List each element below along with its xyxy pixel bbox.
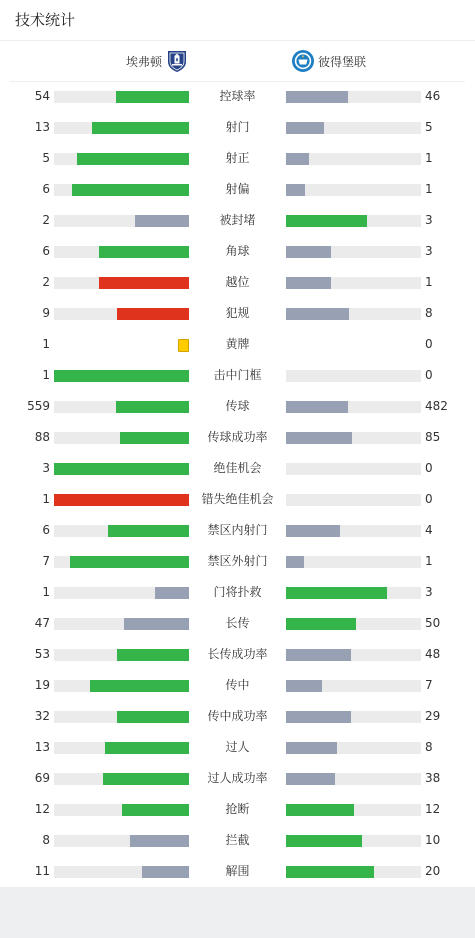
home-stat-bar [54,494,189,506]
peterborough-crest-icon [291,49,315,73]
away-stat-value: 12 [425,802,441,816]
home-stat-value: 54 [34,89,50,103]
away-stat-value: 3 [425,213,433,227]
stat-label: 禁区内射门 [207,523,268,537]
away-stat-value: 46 [425,89,441,103]
stat-label: 绝佳机会 [213,461,262,475]
away-stat-bar [286,866,374,878]
page-title: 技术统计 [15,11,76,29]
stats-list [0,81,475,887]
home-stat-bar-track [54,246,189,258]
away-stat-bar-track [286,835,421,847]
home-stat-value: 32 [34,709,50,723]
stat-row [0,112,475,143]
away-stat-value: 1 [425,275,433,289]
home-stat-bar-track [54,587,189,599]
away-stat-bar-track [286,618,421,630]
away-stat-value: 29 [425,709,441,723]
stat-label: 射偏 [225,182,250,196]
home-stat-bar [116,401,189,413]
away-stat-bar-track [286,91,421,103]
stat-row [0,763,475,794]
home-stat-bar-track [54,153,189,165]
home-stat-value: 53 [34,647,50,661]
home-stat-bar [99,277,189,289]
away-stat-bar-track [286,804,421,816]
everton-crest-icon [165,49,189,73]
stat-label: 越位 [225,275,250,289]
home-stat-value: 2 [42,213,50,227]
home-stat-bar-track [54,835,189,847]
away-stat-value: 38 [425,771,441,785]
stat-row [0,453,475,484]
home-stat-bar-track [54,215,189,227]
away-stat-bar-track [286,556,421,568]
stat-row [0,546,475,577]
away-stat-bar [286,711,351,723]
stat-label: 解围 [225,864,250,878]
away-stat-value: 0 [425,368,433,382]
home-stat-bar [116,91,189,103]
stat-row [0,701,475,732]
away-stat-value: 1 [425,554,433,568]
away-stat-bar [286,277,331,289]
home-stat-bar-track [54,618,189,630]
home-stat-bar-track [54,494,189,506]
stat-row [0,267,475,298]
home-stat-bar [117,711,189,723]
away-stat-bar-track [286,742,421,754]
away-stat-value: 8 [425,306,433,320]
stat-label: 传中 [225,678,250,692]
away-stat-value: 0 [425,337,433,351]
stat-label: 射门 [225,120,250,134]
stat-label: 犯规 [225,306,250,320]
home-stat-bar-track [54,680,189,692]
home-stat-bar [54,370,189,382]
away-stat-bar-track [286,680,421,692]
home-stat-bar-track [54,556,189,568]
stat-row [0,515,475,546]
away-stat-bar-track [286,525,421,537]
home-stat-value: 69 [34,771,50,785]
home-stat-value: 1 [42,585,50,599]
home-stat-bar [130,835,189,847]
stat-label: 击中门框 [213,368,262,382]
home-stat-value: 19 [34,678,50,692]
away-stat-value: 50 [425,616,441,630]
stat-label: 角球 [225,244,250,258]
away-stat-bar-track [286,587,421,599]
home-stat-value: 13 [34,740,50,754]
away-stat-value: 1 [425,151,433,165]
home-stat-bar [135,215,189,227]
stat-row [0,298,475,329]
home-stat-value: 1 [42,337,50,351]
away-stat-bar-track [286,308,421,320]
away-stat-bar [286,525,340,537]
stat-label: 门将扑救 [213,585,262,599]
away-stat-bar [286,649,351,661]
stat-row [0,422,475,453]
home-stat-value: 12 [34,802,50,816]
home-stat-bar [117,308,189,320]
home-stat-bar [120,432,189,444]
away-stat-bar [286,122,324,134]
stat-label: 长传 [225,616,250,630]
home-stat-bar-track [54,401,189,413]
away-stat-value: 10 [425,833,441,847]
away-stat-value: 85 [425,430,441,444]
divider [0,40,475,41]
stat-label: 传中成功率 [207,709,268,723]
away-stat-value: 4 [425,523,433,537]
away-stat-value: 8 [425,740,433,754]
home-stat-value: 88 [34,430,50,444]
home-stat-value: 9 [42,306,50,320]
home-stat-value: 11 [34,864,50,878]
stat-row [0,639,475,670]
home-stat-bar-track [54,184,189,196]
away-team-name: 彼得堡联 [318,54,367,69]
home-stat-bar [108,525,189,537]
home-stat-value: 1 [42,368,50,382]
away-stat-bar [286,835,362,847]
home-stat-bar [105,742,189,754]
away-stat-bar [286,680,322,692]
stat-label: 长传成功率 [207,647,268,661]
home-stat-bar [142,866,189,878]
home-stat-value: 6 [42,244,50,258]
away-stat-bar-track [286,370,421,382]
home-stat-bar [117,649,189,661]
home-team-name: 埃弗顿 [125,54,162,69]
away-stat-value: 1 [425,182,433,196]
stat-label: 控球率 [219,89,256,103]
home-stat-bar-track [54,711,189,723]
stat-row [0,329,475,360]
home-stat-value: 47 [34,616,50,630]
stat-row [0,236,475,267]
home-stat-bar-track [54,463,189,475]
away-stat-bar-track [286,649,421,661]
away-stat-bar [286,184,305,196]
home-stat-bar-track [54,866,189,878]
home-stat-bar [99,246,189,258]
away-team[interactable] [291,48,366,74]
away-stat-bar [286,804,354,816]
away-stat-bar-track [286,122,421,134]
home-stat-value: 559 [27,399,50,413]
away-stat-bar [286,432,352,444]
away-stat-value: 482 [425,399,448,413]
home-stat-bar [92,122,189,134]
away-stat-bar [286,587,387,599]
away-stat-bar [286,556,304,568]
away-stat-bar-track [286,401,421,413]
home-stat-bar-track [54,742,189,754]
away-stat-bar-track [286,432,421,444]
home-stat-bar-track [54,277,189,289]
home-stat-value: 5 [42,151,50,165]
home-stat-bar [103,773,189,785]
stat-row [0,81,475,112]
stat-row [0,794,475,825]
stat-label: 黄牌 [225,337,250,351]
stat-label: 禁区外射门 [207,554,268,568]
away-stat-bar-track [286,711,421,723]
home-stat-bar-track [54,308,189,320]
away-stat-value: 5 [425,120,433,134]
home-stat-value: 13 [34,120,50,134]
home-stat-bar-track [54,649,189,661]
home-stat-bar [122,804,190,816]
away-stat-bar [286,773,335,785]
away-stat-bar-track [286,184,421,196]
home-stat-bar-track [54,432,189,444]
stat-row [0,143,475,174]
stat-label: 抢断 [225,802,250,816]
stat-row [0,360,475,391]
away-stat-bar-track [286,463,421,475]
away-stat-value: 48 [425,647,441,661]
stat-label: 传球成功率 [207,430,268,444]
stat-label: 射正 [225,151,250,165]
home-stat-bar-track [54,122,189,134]
home-stat-bar-track [54,773,189,785]
stat-label: 传球 [225,399,250,413]
home-stat-bar-track [54,525,189,537]
page-footer-background [0,887,475,938]
away-stat-bar-track [286,866,421,878]
away-stat-value: 0 [425,492,433,506]
away-stat-bar-track [286,153,421,165]
away-stat-bar-track [286,494,421,506]
home-stat-bar-track [54,804,189,816]
away-stat-bar-track [286,215,421,227]
yellow-card-icon [178,339,189,352]
home-stat-value: 8 [42,833,50,847]
stat-label: 拦截 [225,833,250,847]
home-stat-bar [124,618,189,630]
stat-row [0,608,475,639]
home-stat-bar [155,587,189,599]
stat-label: 过人 [225,740,250,754]
stat-label: 错失绝佳机会 [201,492,274,506]
home-stat-bar [70,556,189,568]
home-stat-bar-track [54,370,189,382]
away-stat-bar-track [286,246,421,258]
stat-row [0,856,475,887]
away-stat-bar [286,246,331,258]
home-stat-bar [77,153,189,165]
home-stat-bar [72,184,189,196]
stat-label: 被封堵 [219,213,256,227]
home-stat-value: 7 [42,554,50,568]
home-team[interactable] [126,48,189,74]
stat-row [0,484,475,515]
home-stat-value: 1 [42,492,50,506]
stat-row [0,825,475,856]
away-stat-bar [286,215,367,227]
stat-row [0,732,475,763]
away-stat-bar-track [286,277,421,289]
stat-row [0,670,475,701]
stat-row [0,391,475,422]
away-stat-bar [286,742,337,754]
home-stat-value: 3 [42,461,50,475]
away-stat-bar [286,153,309,165]
away-stat-value: 3 [425,244,433,258]
away-stat-value: 7 [425,678,433,692]
home-stat-bar [90,680,189,692]
away-stat-value: 3 [425,585,433,599]
stat-row [0,174,475,205]
away-stat-bar [286,401,348,413]
stat-row [0,577,475,608]
home-stat-value: 6 [42,523,50,537]
home-stat-value: 2 [42,275,50,289]
stat-row [0,205,475,236]
home-stat-bar-track [54,91,189,103]
away-stat-bar-track [286,773,421,785]
away-stat-bar [286,308,349,320]
stat-label: 过人成功率 [207,771,268,785]
away-stat-value: 20 [425,864,441,878]
home-stat-value: 6 [42,182,50,196]
away-stat-bar [286,91,348,103]
away-stat-bar [286,618,356,630]
home-stat-bar [54,463,189,475]
away-stat-value: 0 [425,461,433,475]
